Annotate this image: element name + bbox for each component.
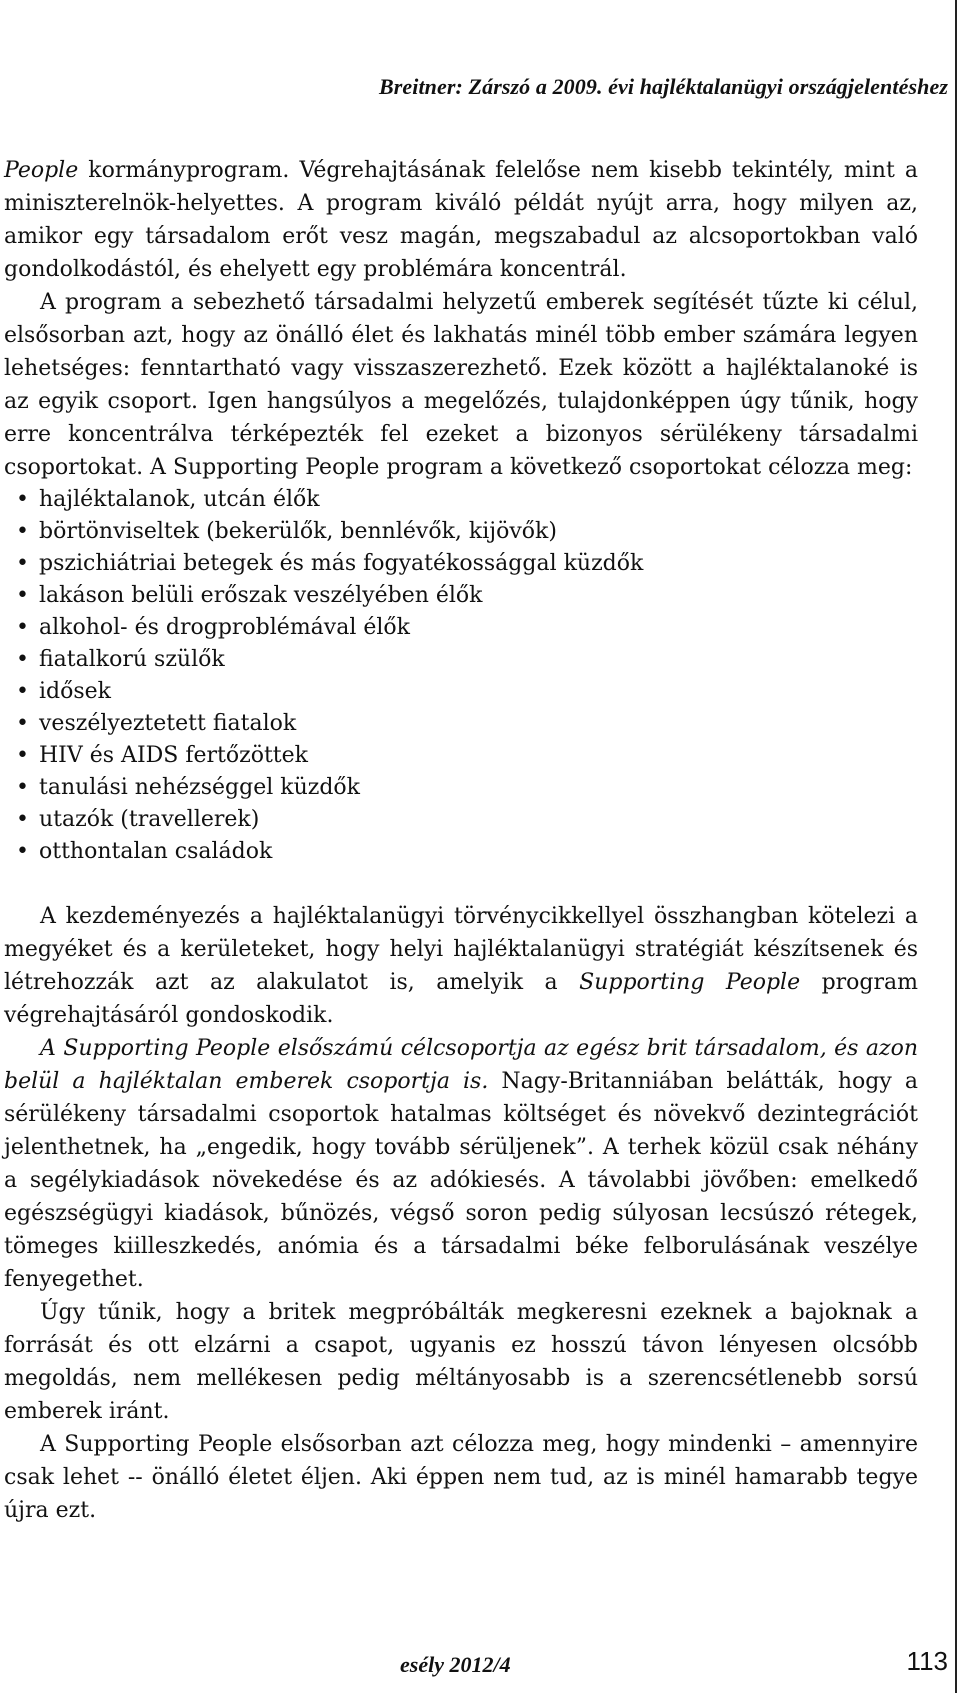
target-group-list [4,484,918,868]
list-item: • HIV és AIDS fertőzöttek [16,740,918,772]
page-number: 113 [906,1646,948,1676]
list-item: • veszélyeztetett fiatalok [16,708,918,740]
paragraph-5: Úgy tűnik, hogy a britek megpróbálták megkeresni ezeknek a bajoknak a forrását és ott elzárni a csapot, ugyanis ez hosszú távon lényesen olcsóbb megoldás, nem mellékesen pedig méltányosabb is a szerencsétlenebb sorsú emberek iránt. [4,1300,918,1424]
paragraph-3-italic: Supporting People [579,970,801,995]
margin-rule [955,0,957,1693]
paragraph-4-text: Nagy-Britanniában belátták, hogy a sérülékeny társadalmi csoportok hatalmas költséget és növekvő dezintegrációt jelenthetnek, ha „engedik, hogy tovább sérüljenek”. A terhek közül csak néhány a segélykiadások növekedése és az adókiesés. A távolabbi jövőben: emelkedő egészségügyi kiadások, bűnözés, végső soron pedig súlyosan lecsúszó rétegek, tömeges kiilleszkedés, anómia és a társadalmi béke felborulásának veszélye fenyegethet. [4,1069,918,1292]
footer-journal: esély 2012/4 [400,1652,511,1677]
list-item: • alkohol- és drogproblémával élők [16,612,918,644]
paragraph-4 [4,1032,918,1296]
paragraph-6: A Supporting People elsősorban azt célozza meg, hogy mindenki – amennyire csak lehet -- önálló életet éljen. Aki éppen nem tud, az is minél hamarabb tegye újra ezt. [4,1432,918,1523]
paragraph-3-text: A kezdeményezés a hajléktalanügyi törvénycikkellyel összhangban kötelezi a megyéket és a kerületeket, hogy helyi hajléktalanügyi stratégiát készítsenek és létrehozzák azt az alakulatot is, amelyik a [4,904,918,995]
section-gap [4,868,918,900]
list-item: • fiatalkorú szülők [16,644,918,676]
paragraph-2: A program a sebezhető társadalmi helyzetű emberek segítését tűzte ki célul, elsősorban azt, hogy az önálló élet és lakhatás minél több ember számára legyen lehetséges: fenntartható vagy visszaszerezhető. Ezek között a hajléktalanoké is az egyik csoport. Igen hangsúlyos a megelőzés, tulajdonképpen úgy tűnik, hogy erre koncentrálva térképezték fel ezeket a bizonyos sérülékeny társadalmi csoportokat. A Supporting People program a következő csoportokat célozza meg: [4,290,918,480]
list-item: • idősek [16,676,918,708]
body-text [4,154,918,1527]
list-item: • otthontalan családok [16,836,918,868]
paragraph-1 [4,154,918,286]
paragraph-4-italic: A Supporting People elsőszámú célcsoportja az egész brit társadalom, és azon belül a hajléktalan emberek csoportja is. [4,1036,918,1094]
paragraph-3-text-end: program végrehajtásáról gondoskodik. [4,970,918,1028]
list-item: • utazók (travellerek) [16,804,918,836]
paragraph-1-italic: People [4,158,79,183]
list-item: • pszichiátriai betegek és más fogyatékossággal küzdők [16,548,918,580]
paragraph-3 [4,900,918,1032]
paragraph-1-text: kormányprogram. Végrehajtásának felelőse nem kisebb tekintély, mint a miniszterelnök-helyettes. A program kiváló példát nyújt arra, hogy milyen az, amikor egy társadalom erőt vesz magán, megszabadul az alcsoportokban való gondolkodástól, és ehelyett egy problémára koncentrál. [4,158,918,282]
list-item: • tanulási nehézséggel küzdők [16,772,918,804]
list-item: • börtönviseltek (bekerülők, bennlévők, kijövők) [16,516,918,548]
list-item: • hajléktalanok, utcán élők [16,484,918,516]
list-item: • lakáson belüli erőszak veszélyében élők [16,580,918,612]
running-head: Breitner: Zárszó a 2009. évi hajléktalanügyi országjelentéshez [378,74,948,99]
